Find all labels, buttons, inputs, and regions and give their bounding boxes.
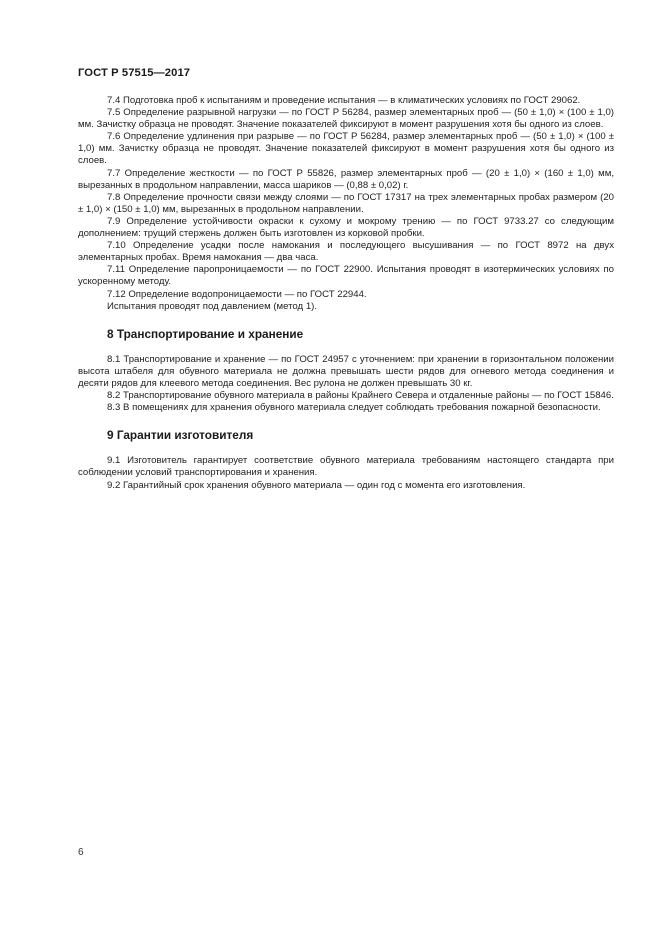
document-header: ГОСТ Р 57515—2017 xyxy=(78,67,191,79)
paragraph-7-5: 7.5 Определение разрывной нагрузки — по ГОСТ Р 56284, размер элементарных проб — (50 ± 1,0) × (100 ± 1,0) мм. Зачистку образца не проводят. Значение показателей фиксируют в момент разрушения хотя бы одного из слоев. xyxy=(78,107,614,131)
paragraph-7-12: 7.12 Определение водопроницаемости — по ГОСТ 22944. xyxy=(107,288,367,300)
document-body xyxy=(78,95,614,492)
paragraph-9-2: 9.2 Гарантийный срок хранения обувного материала — один год с момента его изготовления. xyxy=(107,479,526,491)
paragraph-7-9: 7.9 Определение устойчивости окраски к сухому и мокрому трению — по ГОСТ 9733.27 со следующим дополнением: трущий стержень должен быть изготовлен из корковой пробки. xyxy=(78,215,614,240)
paragraph-9-1: 9.1 Изготовитель гарантирует соответствие обувного материала требованиям настоящего стандарта при соблюдении условий транспортирования и хранения. xyxy=(78,455,614,479)
paragraph-7-4: 7.4 Подготовка проб к испытаниям и проведение испытания — в климатических условиях по ГОСТ 29062. xyxy=(107,95,581,106)
paragraph-7-6: 7.6 Определение удлинения при разрыве — по ГОСТ Р 56284, размер элементарных проб — (50 ± 1,0) × (100 ± 1,0) мм. Зачистку образца не проводят. Значение показателей фиксируют в момент разрушения хотя бы одного из слоев. xyxy=(78,131,614,167)
section-8-heading: 8 Транспортирование и хранение xyxy=(107,326,304,341)
paragraph-7-10: 7.10 Определение усадки после намокания и последующего высушивания — по ГОСТ 8972 на двух элементарных пробах. Время намокания — два часа. xyxy=(78,240,614,264)
paragraph-8-2: 8.2 Транспортирование обувного материала в районы Крайнего Севера и отдаленные районы — по ГОСТ 15846. xyxy=(107,390,614,402)
paragraph-7-7: 7.7 Определение жесткости — по ГОСТ Р 55826, размер элементарных проб — (20 ± 1,0) × (160 ± 1,0) мм, вырезанных в продольном направлении, масса шариков — (0,88 ± 0,02) г. xyxy=(78,167,614,191)
paragraph-7-11: 7.11 Определение паропроницаемости — по ГОСТ 22900. Испытания проводят в изотермических условиях по ускоренному методу. xyxy=(78,264,614,288)
paragraph-8-1: 8.1 Транспортирование и хранение — по ГОСТ 24957 с уточнением: при хранении в горизонтальном положении высота штабеля для обувного материала не должна превышать шести рядов для огневого метода соединения и десяти рядов для клеевого метода соединения. Вес рулона не должен превышать 30 кг. xyxy=(78,353,614,389)
paragraph-7-12-note: Испытания проводят под давлением (метод 1). xyxy=(107,300,318,312)
paragraph-8-3: 8.3 В помещениях для хранения обувного материала следует соблюдать требования пожарной безопасности. xyxy=(107,402,601,414)
page-number: 6 xyxy=(78,847,84,858)
section-9-heading: 9 Гарантии изготовителя xyxy=(107,428,254,443)
paragraph-7-8: 7.8 Определение прочности связи между слоями — по ГОСТ 17317 на трех элементарных пробах размером (20 ± 1,0) × (150 ± 1,0) мм, вырезанных в продольном направлении. xyxy=(78,191,614,215)
